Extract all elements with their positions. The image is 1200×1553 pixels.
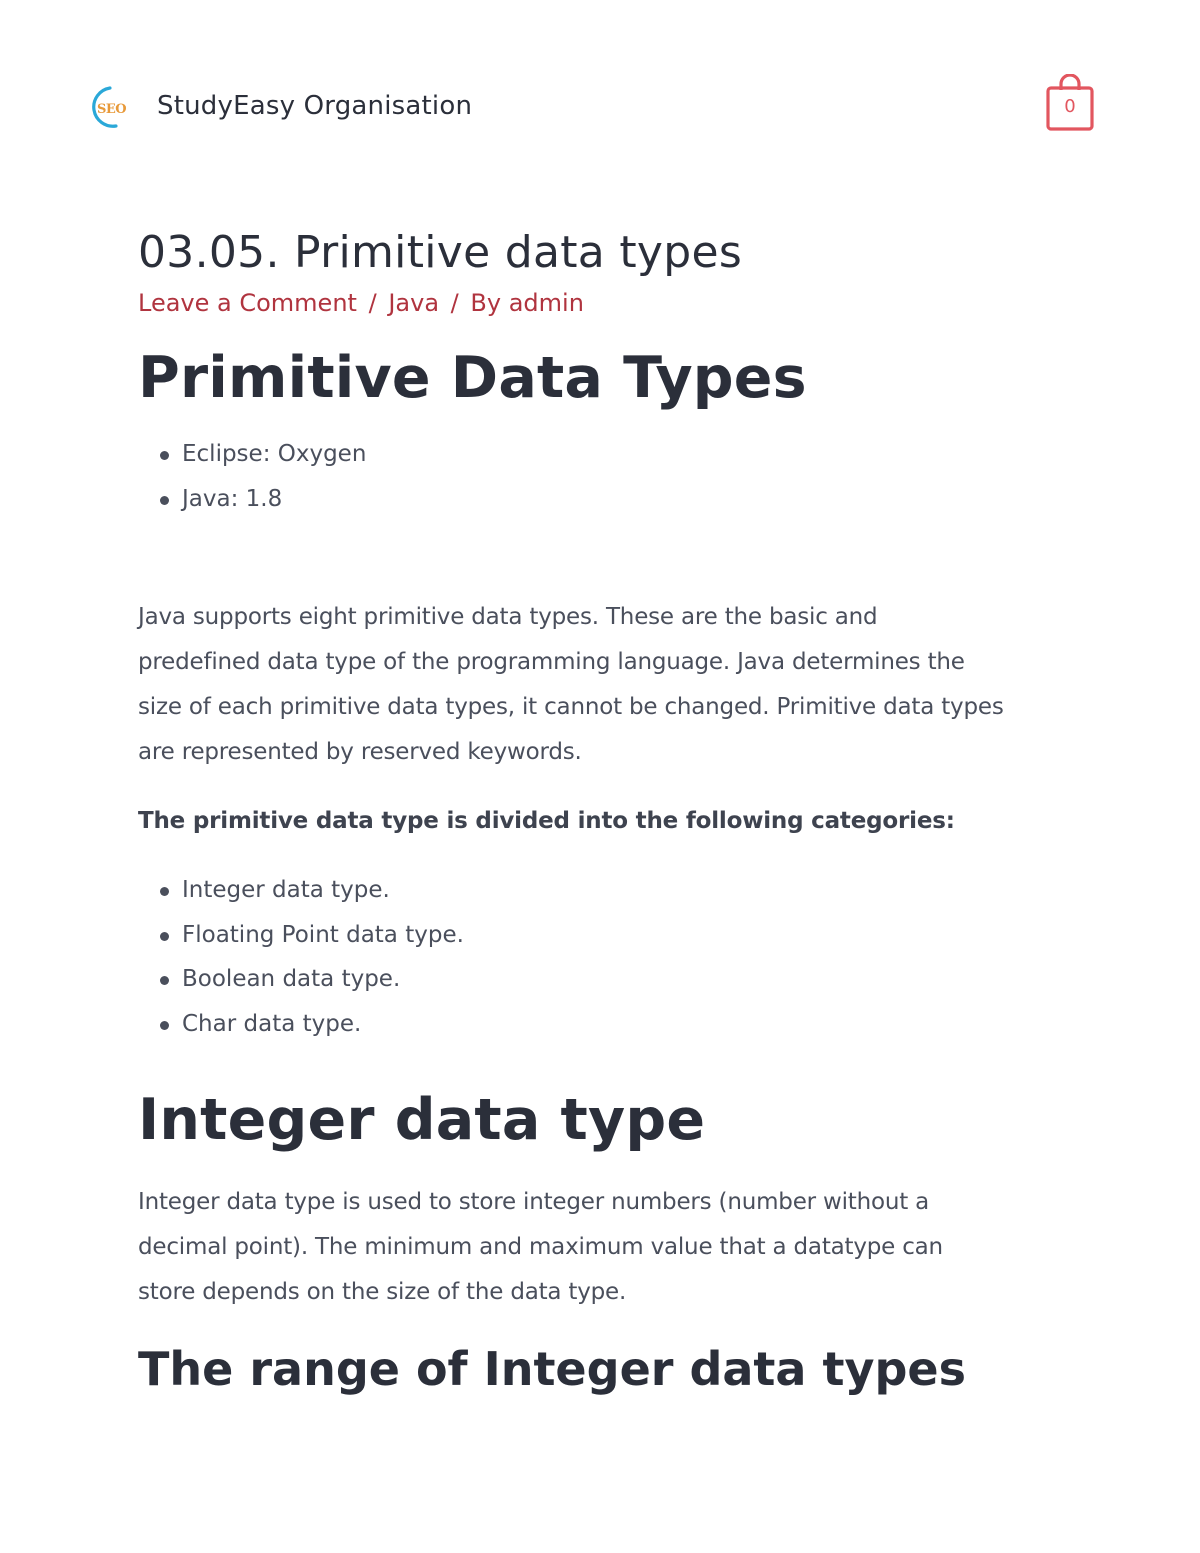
list-item: Char data type. <box>182 1002 1068 1047</box>
section-heading-primitive: Primitive Data Types <box>138 345 807 411</box>
cart-count-badge: 0 <box>1064 96 1076 117</box>
post-content <box>138 222 1068 1401</box>
intro-paragraph <box>138 595 1068 775</box>
categories-intro: The primitive data type is divided into the following categories: <box>138 808 955 834</box>
leave-comment-link[interactable]: Leave a Comment <box>138 289 357 317</box>
post-meta <box>138 286 1068 320</box>
paragraph-line: Integer data type is used to store integer numbers (number without a <box>138 1189 930 1215</box>
environment-list <box>138 432 1068 521</box>
paragraph-line: Java supports eight primitive data types. These are the basic and <box>138 604 878 630</box>
post-title: 03.05. Primitive data types <box>138 227 743 278</box>
paragraph-line: predefined data type of the programming language. Java determines the <box>138 649 965 675</box>
categories-list <box>138 868 1068 1046</box>
list-item: Java: 1.8 <box>182 477 1068 522</box>
integer-paragraph <box>138 1180 1068 1315</box>
author-link[interactable]: admin <box>508 289 584 317</box>
paragraph-line: store depends on the size of the data type. <box>138 1279 627 1305</box>
site-header <box>0 0 1200 210</box>
site-logo[interactable] <box>86 82 132 132</box>
cart-button[interactable] <box>1045 74 1095 132</box>
list-item: Floating Point data type. <box>182 913 1068 958</box>
paragraph-line: decimal point). The minimum and maximum value that a datatype can <box>138 1234 943 1260</box>
list-item: Integer data type. <box>182 868 1068 913</box>
meta-separator: / <box>450 289 459 317</box>
logo-text: SEO <box>97 102 127 117</box>
category-link[interactable]: Java <box>388 289 440 317</box>
by-label: By <box>470 289 502 317</box>
site-title[interactable]: StudyEasy Organisation <box>157 91 473 121</box>
subheading-integer-range: The range of Integer data types <box>138 1342 966 1396</box>
paragraph-line: size of each primitive data types, it cannot be changed. Primitive data types <box>138 694 1004 720</box>
section-heading-integer: Integer data type <box>138 1087 706 1153</box>
paragraph-line: are represented by reserved keywords. <box>138 739 582 765</box>
list-item: Boolean data type. <box>182 957 1068 1002</box>
list-item: Eclipse: Oxygen <box>182 432 1068 477</box>
meta-separator: / <box>368 289 377 317</box>
